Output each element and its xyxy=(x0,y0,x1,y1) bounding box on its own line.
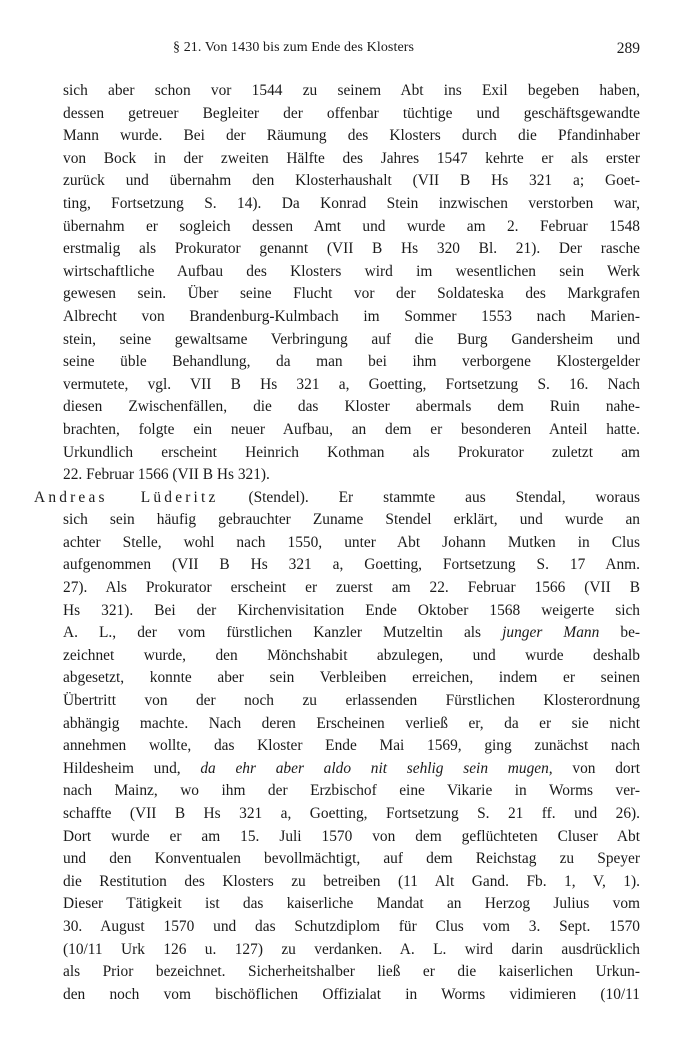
text-segment: be- xyxy=(599,624,641,642)
text-line: Dieser Tätigkeit ist das kaiserliche Mandat an Herzog Julius vom xyxy=(63,895,640,913)
text-line: sich aber schon vor 1544 zu seinem Abt ins Exil begeben haben, xyxy=(63,82,640,99)
text-segment: Hildesheim und, xyxy=(63,759,201,777)
text-line: den noch vom bischöflichen Offizialat in Worms vidimieren (10/11 xyxy=(63,985,640,1003)
quoted-phrase: junger Mann xyxy=(502,624,600,642)
text-line: nach Mainz, wo ihm der Erzbischof eine Vikarie in Worms ver- xyxy=(63,782,640,800)
text-line: aufgenommen (VII B Hs 321 a, Goetting, Fortsetzung S. 17 Anm. xyxy=(63,556,640,574)
text-line: zurück und übernahm den Klosterhaushalt (VII B Hs 321 a; Goet- xyxy=(63,172,640,190)
text-line: schaffte (VII B Hs 321 a, Goetting, Fortsetzung S. 21 ff. und 26). xyxy=(63,805,640,822)
text-line: Urkundlich erscheint Heinrich Kothman als Prokurator zuletzt am xyxy=(63,443,640,461)
text-line: ting, Fortsetzung S. 14). Da Konrad Stein inzwischen verstorben war, xyxy=(63,194,640,212)
text-line: und den Konventualen bevollmächtigt, auf dem Reichstag zu Speyer xyxy=(63,850,640,868)
page-header xyxy=(63,40,640,64)
entry-text: (Stendel). Er stammte aus Stendal, woraus xyxy=(218,488,641,506)
text-line: Übertritt von der noch zu erlassenden Fürstlichen Klosterordnung xyxy=(63,692,640,710)
text-line: abhängig machte. Nach deren Erscheinen verließ er, da er sie nicht xyxy=(63,714,640,732)
text-line: 30. August 1570 und das Schutzdiplom für Clus vom 3. Sept. 1570 xyxy=(63,917,640,935)
text-line: brachten, folgte ein neuer Aufbau, an dem er besonderen Anteil hatte. xyxy=(63,420,640,438)
text-line: erstmalig als Prokurator genannt (VII B Hs 320 Bl. 21). Der rasche xyxy=(63,240,640,258)
quoted-phrase: da ehr aber aldo nit sehlig sein mugen, xyxy=(200,759,553,777)
text-segment: von dort xyxy=(552,759,640,777)
text-line: wirtschaftliche Aufbau des Klosters wird im wesentlichen sein Werk xyxy=(63,262,640,280)
running-head: § 21. Von 1430 bis zum Ende des Klosters xyxy=(173,40,415,55)
text-line xyxy=(63,622,640,645)
text-line xyxy=(63,758,640,781)
page-number: 289 xyxy=(616,40,640,57)
text-line: übernahm er sogleich dessen Amt und wurde am 2. Februar 1548 xyxy=(63,217,640,235)
text-segment: A. L., der vom fürstlichen Kanzler Mutzeltin als xyxy=(63,624,503,642)
text-line: stein, seine gewaltsame Verbringung auf die Burg Gandersheim und xyxy=(63,330,640,348)
text-line: die Restitution des Klosters zu betreiben (11 Alt Gand. Fb. 1, V, 1). xyxy=(63,872,640,890)
entry-line xyxy=(34,487,640,510)
body-text xyxy=(34,80,641,1006)
text-line: Dort wurde er am 15. Juli 1570 von dem geflüchteten Cluser Abt xyxy=(63,827,640,845)
text-line: (10/11 Urk 126 u. 127) zu verdanken. A. L. wird darin ausdrücklich xyxy=(63,940,640,958)
text-line: Hs 321). Bei der Kirchenvisitation Ende Oktober 1568 weigerte sich xyxy=(63,601,640,619)
text-line: vermutete, vgl. VII B Hs 321 a, Goetting, Fortsetzung S. 16. Nach xyxy=(63,375,640,393)
text-line: 22. Februar 1566 (VII B Hs 321). xyxy=(63,466,270,484)
text-line: achter Stelle, wohl nach 1550, unter Abt Johann Mutken in Clus xyxy=(63,533,640,551)
text-line: Albrecht von Brandenburg-Kulmbach im Sommer 1553 nach Marien- xyxy=(63,307,640,325)
text-line: sich sein häufig gebrauchter Zuname Stendel erklärt, und wurde an xyxy=(63,511,640,529)
text-line: 27). Als Prokurator erscheint er zuerst am 22. Februar 1566 (VII B xyxy=(63,579,640,597)
text-line: Mann wurde. Bei der Räumung des Klosters durch die Pfandinhaber xyxy=(63,127,640,145)
text-line: abgesetzt, konnte aber sein Verbleiben erreichen, indem er seinen xyxy=(63,669,640,687)
text-line: von Bock in der zweiten Hälfte des Jahres 1547 kehrte er als erster xyxy=(63,149,640,167)
text-line: seine üble Behandlung, da man bei ihm verborgene Klostergelder xyxy=(63,353,640,371)
text-line: annehmen wollte, das Kloster Ende Mai 1569, ging zunächst nach xyxy=(63,737,640,755)
person-name: Andreas Lüderitz xyxy=(34,488,219,506)
text-line: gewesen sein. Über seine Flucht vor der Soldateska des Markgrafen xyxy=(63,285,640,303)
text-line: dessen getreuer Begleiter der offenbar tüchtige und geschäftsgewandte xyxy=(63,104,640,122)
text-line: diesen Zwischenfällen, die das Kloster abermals dem Ruin nahe- xyxy=(63,398,640,416)
text-line: als Prior bezeichnet. Sicherheitshalber ließ er die kaiserlichen Urkun- xyxy=(63,963,640,981)
text-line: zeichnet wurde, den Mönchshabit abzulegen, und wurde deshalb xyxy=(63,646,640,664)
